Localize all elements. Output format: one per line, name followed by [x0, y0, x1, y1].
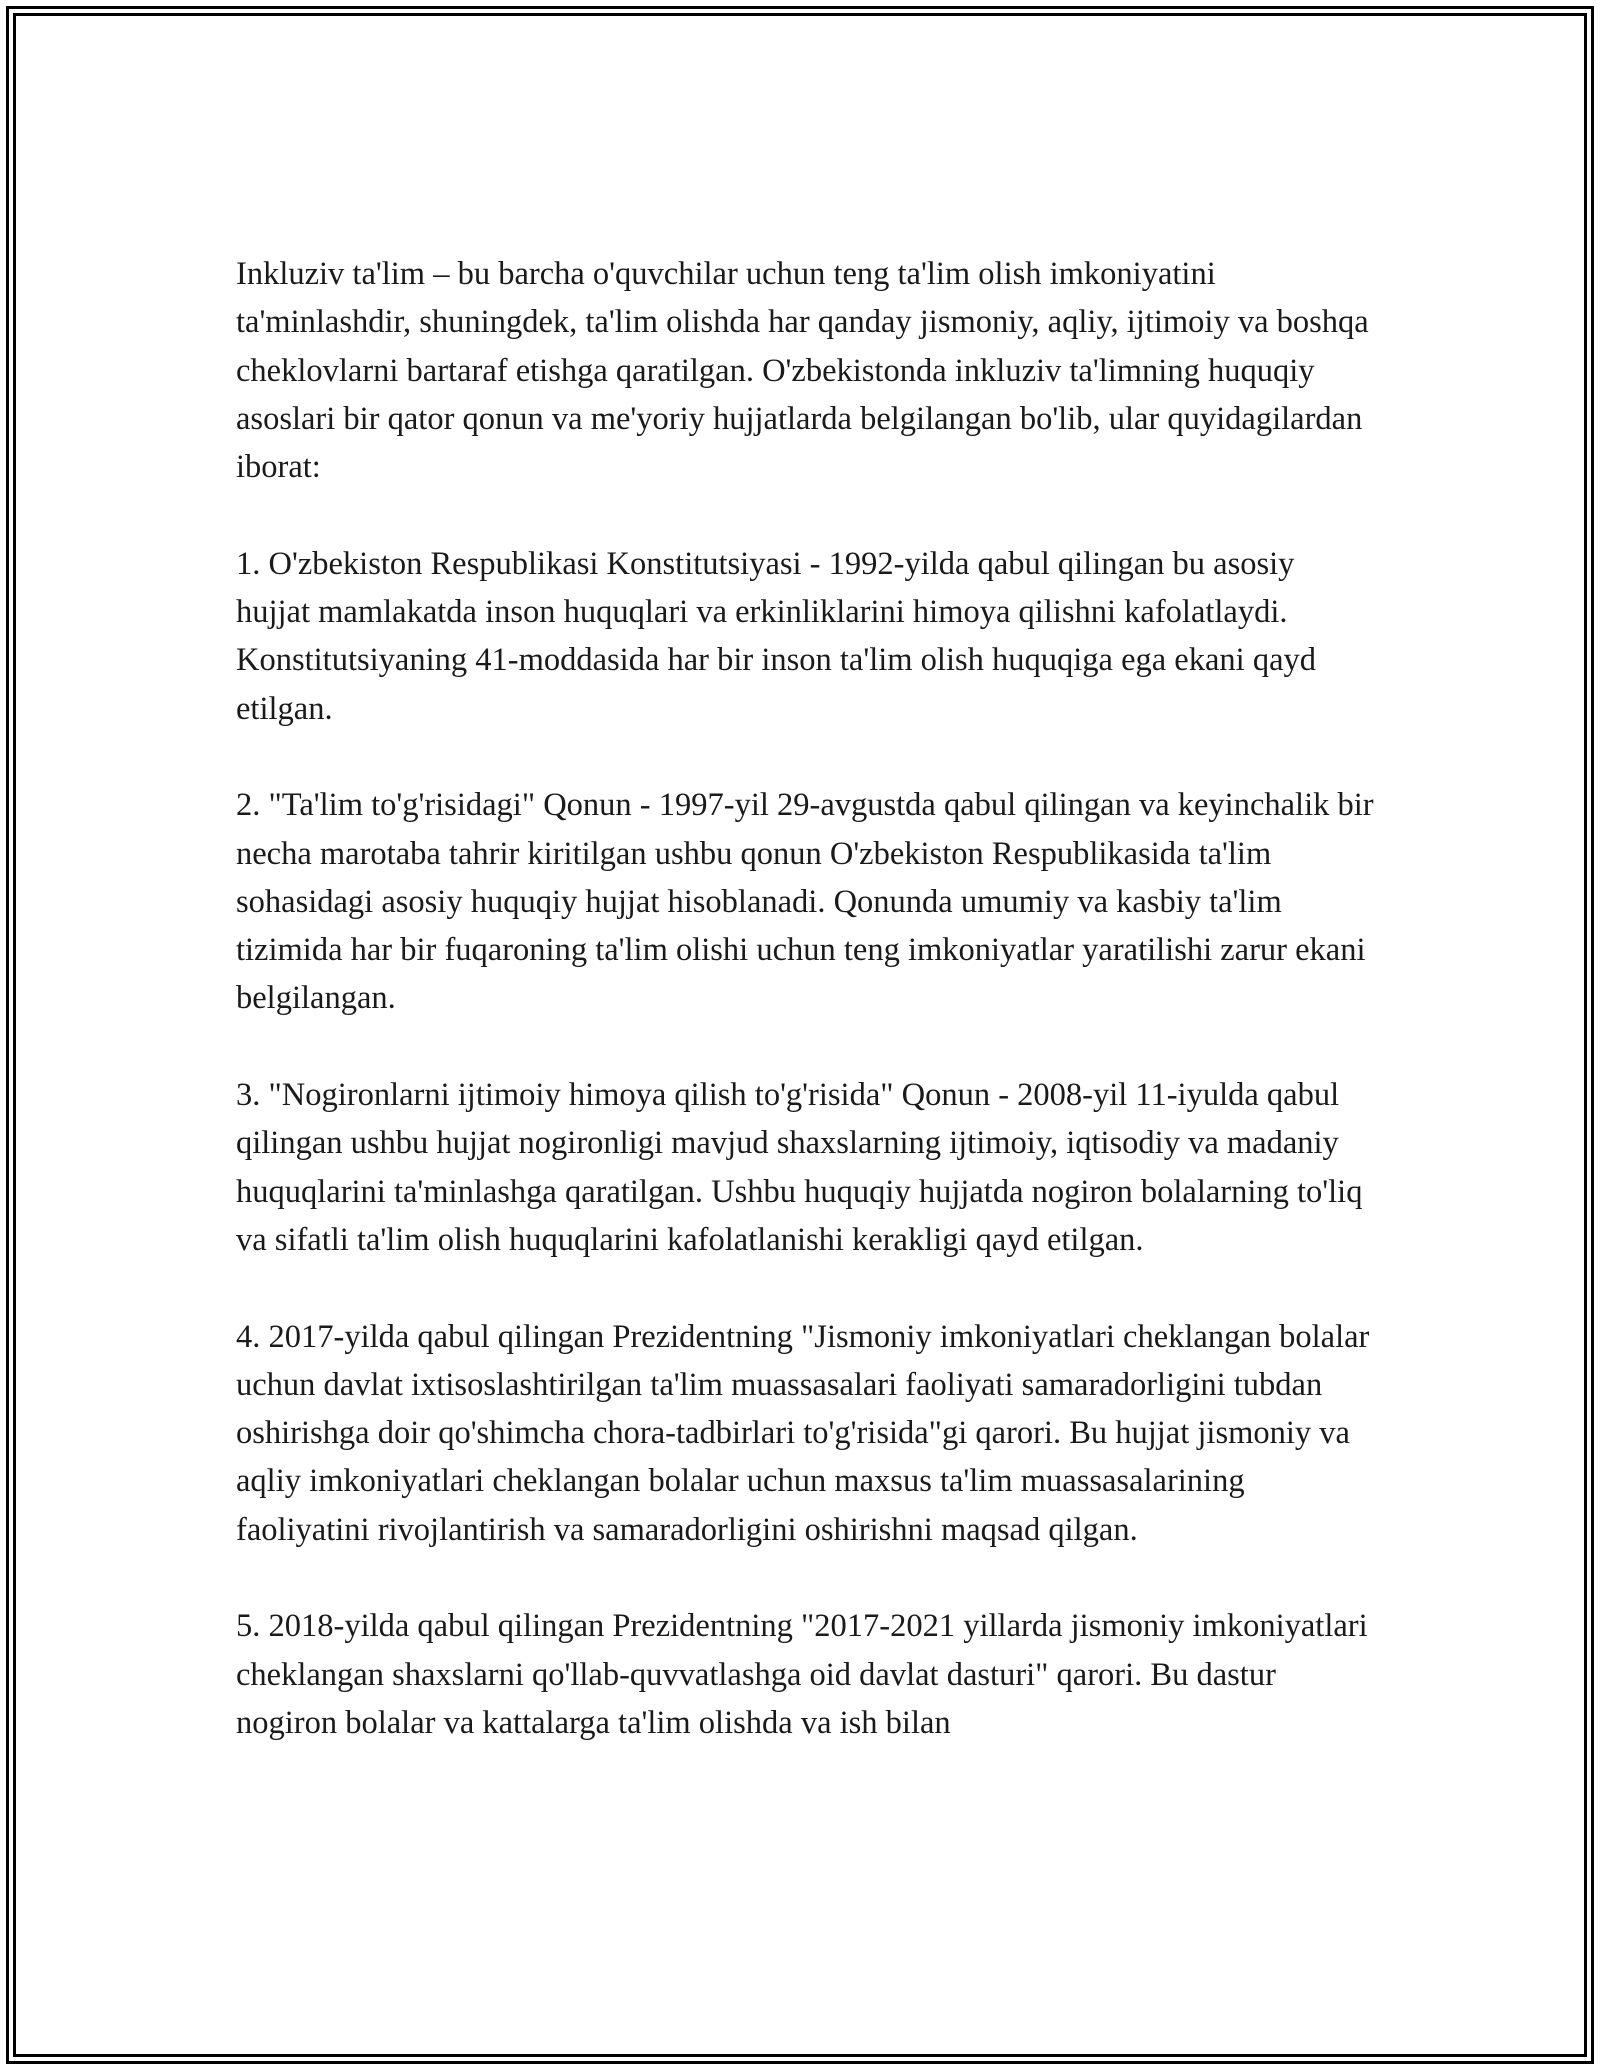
- document-body: [236, 250, 1376, 1747]
- list-item-2: 2. "Ta'lim to'g'risidagi" Qonun - 1997-yil 29-avgustda qabul qilingan va keyinchalik bir necha marotaba tahrir kiritilgan ushbu qonun O'zbekiston Respublikasida ta'lim sohasidagi asosiy huquqiy hujjat hisoblanadi. Qonunda umumiy va kasbiy ta'lim tizimida har bir fuqaroning ta'lim olishi uchun teng imkoniyatlar yaratilishi zarur ekani belgilangan.: [236, 787, 1374, 1017]
- list-item-3: 3. "Nogironlarni ijtimoiy himoya qilish to'g'risida" Qonun - 2008-yil 11-iyulda qabul qilingan ushbu hujjat nogironligi mavjud shaxslarning ijtimoiy, iqtisodiy va madaniy huquqlarini ta'minlashga qaratilgan. Ushbu huquqiy hujjatda nogiron bolalarning to'liq va sifatli ta'lim olish huquqlarini kafolatlanishi kerakligi qayd etilgan.: [236, 1077, 1363, 1258]
- list-item-4: 4. 2017-yilda qabul qilingan Prezidentning "Jismoniy imkoniyatlari cheklangan bolalar uchun davlat ixtisoslashtirilgan ta'lim muassasalari faoliyati samaradorligini tubdan oshirishga doir qo'shimcha chora-tadbirlari to'g'risida"gi qarori. Bu hujjat jismoniy va aqliy imkoniyatlari cheklangan bolalar uchun maxsus ta'lim muassasalarining faoliyatini rivojlantirish va samaradorligini oshirishni maqsad qilgan.: [236, 1318, 1370, 1548]
- list-item-5: 5. 2018-yilda qabul qilingan Prezidentning "2017-2021 yillarda jismoniy imkoniyatlari cheklangan shaxslarni qo'llab-quvvatlashga oid davlat dasturi" qarori. Bu dastur nogiron bolalar va kattalarga ta'lim olishda va ish bilan: [236, 1608, 1368, 1741]
- list-item-1: 1. O'zbekiston Respublikasi Konstitutsiyasi - 1992-yilda qabul qilingan bu asosiy hujjat mamlakatda inson huquqlari va erkinliklarini himoya qilishni kafolatlaydi. Konstitutsiyaning 41-moddasida har bir inson ta'lim olish huquqiga ega ekani qayd etilgan.: [236, 545, 1316, 727]
- intro-paragraph: Inkluziv ta'lim – bu barcha o'quvchilar uchun teng ta'lim olish imkoniyatini ta'minlashdir, shuningdek, ta'lim olishda har qanday jismoniy, aqliy, ijtimoiy va boshqa cheklovlarni bartaraf etishga qaratilgan. O'zbekistonda inkluziv ta'limning huquqiy asoslari bir qator qonun va me'yoriy hujjatlarda belgilangan bo'lib, ular quyidagilardan iborat:: [236, 256, 1369, 486]
